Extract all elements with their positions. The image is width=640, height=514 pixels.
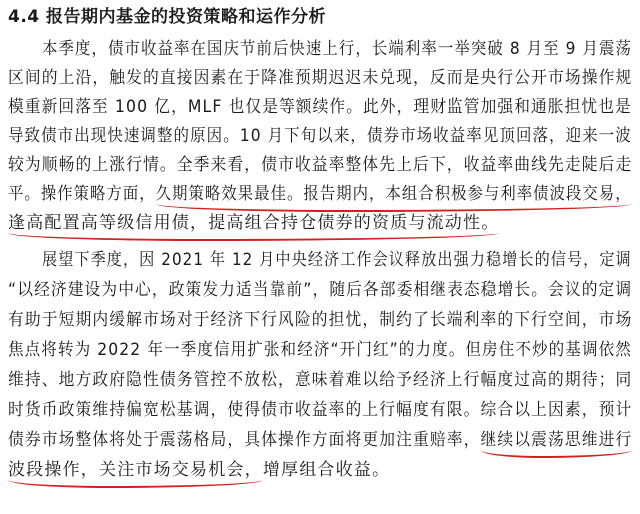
- text-line: [8, 208, 499, 238]
- text-line: 模重新回落至 100 亿，MLF 也仅是等额续作。此外，理财监管加强和通胀担忧也是: [8, 97, 632, 117]
- text-segment: 久期策略效果最佳。报告期内，本组合积极参与利率债波段交易，: [155, 184, 632, 204]
- text-line: 区间的上沿，触发的直接因素在于降准预期迟迟未兑现，反而是央行公开市场操作规: [8, 68, 633, 88]
- text-segment: 平。操作策略方面，: [8, 184, 156, 204]
- text-segment: 增厚组合收益。: [262, 460, 391, 480]
- text-segment: 逢高配置高等级信用债，提高组合持仓债券的资质与流动性。: [8, 213, 500, 233]
- text-line: [8, 425, 632, 455]
- text-line: 较为顺畅的上涨行情。全季来看，债市收益率整体先上后下，收益率曲线先走陡后走: [8, 155, 633, 175]
- highlighted-text: [481, 425, 633, 455]
- text-line: 焦点将转为 2022 年一季度信用扩张和经济“开门红”的力度。但房住不炒的基调依然: [8, 340, 632, 360]
- text-segment: 波段操作，关注市场交易机会，: [8, 460, 263, 480]
- text-line: “以经济建设为中心，政策发力适当靠前”，随后各部委相继表态稳增长。会议的定调: [8, 280, 633, 300]
- text-segment: 债券市场整体将处于震荡格局，具体操作方面将更加注重赔率，: [8, 430, 481, 450]
- text-segment: 继续以震荡思维进行: [480, 430, 633, 450]
- text-line: [8, 455, 390, 485]
- text-line: 本季度，债市收益率在国庆节前后快速上行，长端利率一举突破 8 月至 9 月震荡: [42, 39, 633, 59]
- text-line: 时货币政策维持偏宽松基调，使得债市收益率的上行幅度有限。综合以上因素，预计: [8, 400, 633, 420]
- text-line: 展望下季度，因 2021 年 12 月中央经济工作会议释放出强力稳增长的信号，定调: [42, 250, 632, 270]
- text-line: 有助于短期内缓解市场对于经济下行风险的担忧，制约了长端利率的下行空间，市场: [8, 310, 633, 330]
- red-underline: [481, 450, 633, 458]
- red-underline: [8, 233, 499, 241]
- text-line: 维持、地方政府隐性债务管控不放松，意味着难以给予经济上行幅度过高的期待；同: [8, 370, 633, 390]
- highlighted-text: [156, 179, 632, 209]
- section-heading: 4.4 报告期内基金的投资策略和运作分析: [8, 7, 327, 27]
- text-line: 导致债市出现快速调整的原因。10 月下旬以来，债券市场收益率见顶回落，迎来一波: [8, 126, 632, 146]
- highlighted-text: [8, 208, 499, 238]
- text-line: [8, 179, 632, 209]
- highlighted-text: [8, 455, 263, 485]
- red-underline: [8, 480, 263, 488]
